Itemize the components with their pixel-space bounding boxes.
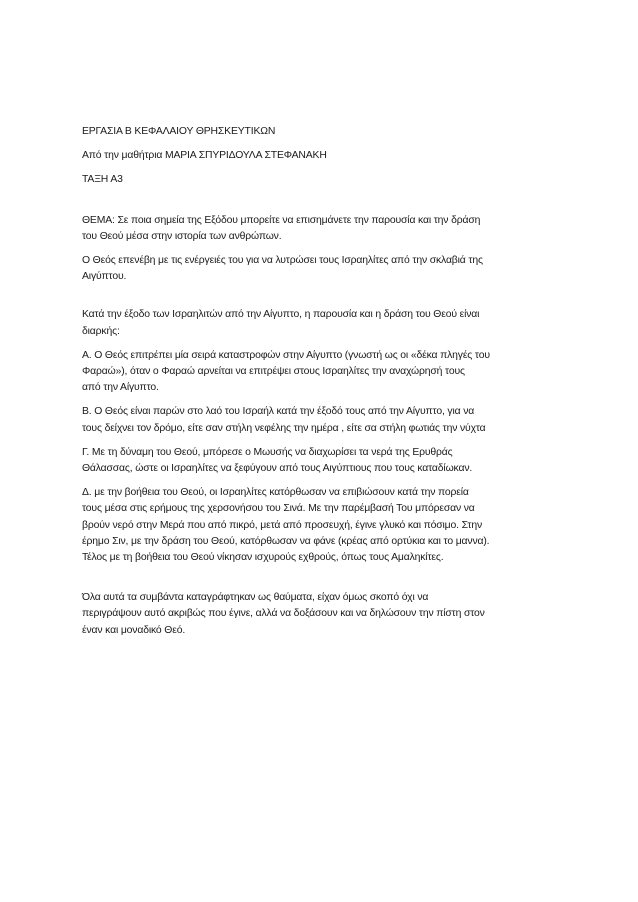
conclusion-paragraph: Όλα αυτά τα συμβάντα καταγράφτηκαν ως θαύματα, είχαν όμως σκοπό όχι να περιγράψουν αυτό ακριβώς που έγινε, αλλά να δοξάσουν και να δηλώσουν την πίστη στον έναν και μοναδικό Θεό.	[82, 592, 485, 636]
point-b: Β. Ο Θεός είναι παρών στο λαό του Ισραήλ κατά την έξοδό τους από την Αίγυπτο, για να τους δείχνει τον δρόμο, είτε σαν στήλη νεφέλης την ημέρα , είτε σα στήλη φωτιάς την νύχτα	[82, 406, 486, 434]
spacer	[82, 574, 562, 590]
body-lead: Κατά την έξοδο των Ισραηλιτών από την Αίγυπτο, η παρουσία και η δράση του Θεού είναι διαρκής:	[82, 309, 480, 337]
spacer	[82, 293, 562, 307]
spacer	[82, 197, 562, 213]
document-body	[82, 124, 562, 647]
topic-intro: Ο Θεός επενέβη με τις ενέργειές του για να λυτρώσει τους Ισραηλίτες από την σκλαβιά της Αιγύπτου.	[82, 255, 483, 283]
student-name: Από την μαθήτρια ΜΑΡΙΑ ΣΠΥΡΙΔΟΥΛΑ ΣΤΕΦΑΝΑΚΗ	[82, 150, 327, 162]
assignment-title: ΕΡΓΑΣΙΑ Β ΚΕΦΑΛΑΙΟΥ ΘΡΗΣΚΕΥΤΙΚΩΝ	[82, 126, 276, 137]
point-d: Δ. με την βοήθεια του Θεού, οι Ισραηλίτες κατόρθωσαν να επιβιώσουν κατά την πορεία τους μέσα στις ερήμους της χερσονήσου του Σινά. Με την παρέμβασή Του μπόρεσαν να βρούν νερό στην Μερά που από πικρό, μετά από προσευχή, έγινε γλυκό και πόσιμο. Στην έρημο Σιν, με την δράση του Θεού, κατόρθωσαν να φάνε (κρέας από ορτύκια και το μαννα). Τέλος με τη βοήθεια του Θεού νίκησαν ισχυρούς εχθρούς, όπως τους Αμαληκίτες.	[82, 487, 490, 564]
point-a: Α. Ο Θεός επιτρέπει μία σειρά καταστροφών στην Αίγυπτο (γνωστή ως οι «δέκα πληγές του Φαραώ»), όταν ο Φαραώ αρνείται να επιτρέψει στους Ισραηλίτες την αναχώρησή τους από την Αίγυπτο.	[82, 349, 490, 394]
point-c: Γ. Με τη δύναμη του Θεού, μπόρεσε ο Μωυσής να διαχωρίσει τα νερά της Ερυθράς Θάλασσας, ώστε οι Ισραηλίτες να ξεφύγουν από τους Αιγύπτιους που τους καταδίωκαν.	[82, 446, 473, 475]
topic-question: ΘΕΜΑ: Σε ποια σημεία της Εξόδου μπορείτε να επισημάνετε την παρουσία και την δράση του Θεού μέσα στην ιστορία των ανθρώπων.	[82, 214, 481, 242]
class-label: ΤΑΞΗ Α3	[82, 174, 123, 186]
